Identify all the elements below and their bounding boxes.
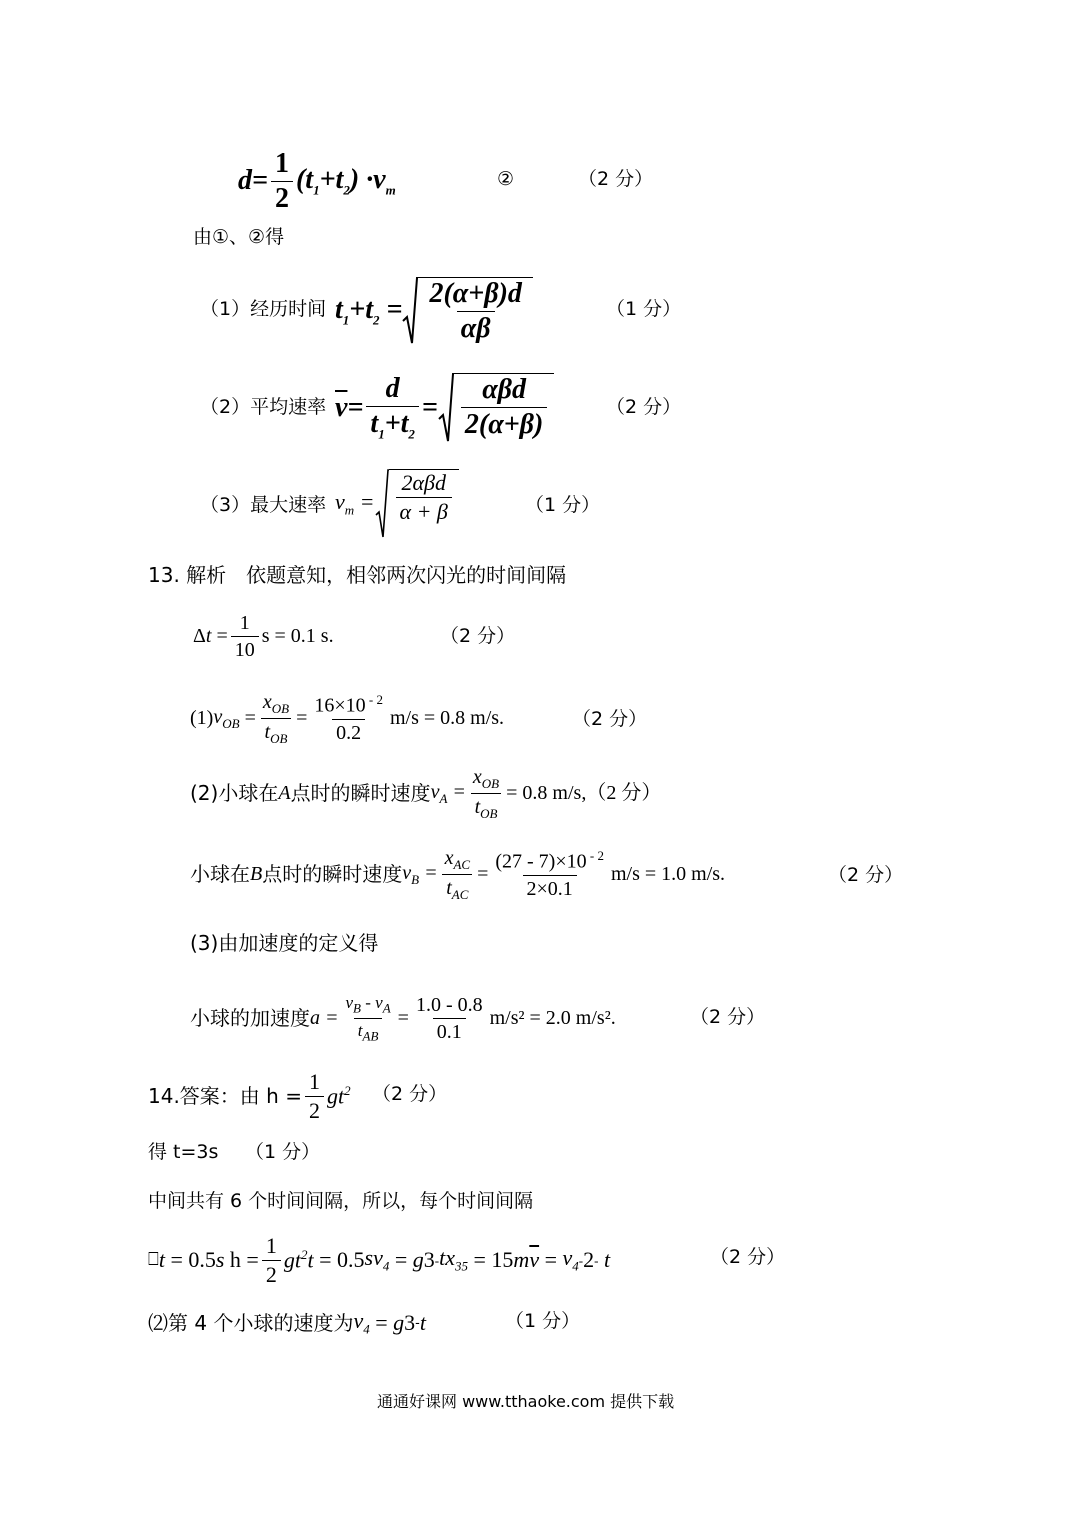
footer-source: 通通好课网 www.tthaoke.com 提供下载 bbox=[377, 1392, 675, 1411]
fraction-half: $\frac{1}{2}$ bbox=[271, 150, 293, 213]
formula-distance: d= $\frac{1}{2}$ $(t_1+t_2) \cdot v_m$ bbox=[238, 147, 396, 214]
text-accel-def: (3)由加速度的定义得 bbox=[190, 931, 379, 955]
q14-prefix: 14.答案：由 h = bbox=[148, 1084, 302, 1108]
placeholder-glyph: ⎕ bbox=[148, 1249, 159, 1270]
label-elapsed-time: （1）经历时间 bbox=[200, 298, 327, 320]
circle-two: ② bbox=[497, 168, 515, 190]
label-max-speed: （3）最大速率 bbox=[200, 494, 327, 516]
points-l5: （1 分） bbox=[525, 494, 601, 516]
formula-max-speed: $v_m$ = $\frac{\text{2αβd}}{\alpha + \beta}$ bbox=[335, 468, 459, 540]
v-b-exponent: - 2 bbox=[586, 848, 604, 864]
points-l17: （1 分） bbox=[505, 1310, 581, 1332]
points-l14: （1 分） bbox=[245, 1141, 321, 1163]
sqrt-avg: $\frac{\text{αβd}}{2(\alpha+\beta)}$ bbox=[438, 373, 554, 443]
delta-t-value: s = 0.1 s. bbox=[261, 625, 334, 647]
v-b-denominator: 2×0.1 bbox=[523, 875, 577, 899]
sqrt-elapsed: $\frac{2(\alpha+\beta)d}{\alpha\beta}$ bbox=[402, 277, 532, 345]
formula-delta-t: Δt = $\frac{1}{10}$ s = 0.1 s. bbox=[193, 611, 334, 661]
accel-denominator: 0.1 bbox=[433, 1018, 466, 1042]
formula-q14-height: 14.答案：由 h = $\frac{1}{2}$ $gt^2$ bbox=[148, 1068, 351, 1123]
points-l12: （2 分） bbox=[690, 1006, 766, 1028]
formula-v-ob: (1) $v_{OB}$ = $\frac{x_{OB}}{t_{OB}}$ = $\frac{16\times 10 ^{- 2}}{0.2}$ m/s = 0.8 m/s. bbox=[190, 690, 505, 746]
v-a-result: = 0.8 m/s,（2 分） bbox=[506, 782, 662, 804]
v-ob-numerator: 16×10 bbox=[314, 694, 366, 717]
formula-elapsed-time: $t_1+t_2$ = $\frac{2(\alpha+\beta)d}{\alpha\beta}$ bbox=[335, 276, 533, 346]
formula-v4: ⑵第 4 个小球的速度为 $v_4$ = g 3 - t bbox=[148, 1308, 426, 1337]
text-intervals: 中间共有 6 个时间间隔，所以，每个时间间隔 bbox=[148, 1190, 534, 1212]
formula-v-b: 小球在 B 点时的瞬时速度 $v_B$ = $\frac{x_{AC}}{t_{AC}}$ = $\frac{(27 - 7)\times 10 ^{- 2}}{2\times 0.1}$ m/s = 1.0 m/s. bbox=[190, 846, 726, 902]
v-a-prefix: (2)小球在 bbox=[190, 781, 279, 805]
points-l1: （2 分） bbox=[578, 168, 654, 190]
formula-q14-garbled: ⎕ t = 0.5 s h = $\frac{1}{2}$ $gt^2t$ = 0.5 $sv_4$ = g 3 - $tx_{35}$ = 15 $m\overline{v}$ = $v_4$ - 2 - t bbox=[148, 1232, 611, 1287]
radical-icon-2 bbox=[438, 373, 454, 443]
text-t-result: 得 t=3s bbox=[148, 1141, 219, 1163]
v-b-mid: 点时的瞬时速度 bbox=[262, 862, 403, 886]
point-b-label: B bbox=[250, 863, 263, 885]
points-l8: （2 分） bbox=[572, 708, 648, 730]
v-ob-exponent: - 2 bbox=[365, 692, 383, 708]
sqrt-max: $\frac{\text{2αβd}}{\alpha + \beta}$ bbox=[375, 469, 459, 539]
formula-v-a: (2)小球在 A 点时的瞬时速度 $v_A$ = $\frac{x_{OB}}{t_{OB}}$ = 0.8 m/s,（2 分） bbox=[190, 765, 662, 821]
text-derive: 由①、②得 bbox=[193, 226, 285, 248]
accel-result: m/s² = 2.0 m/s². bbox=[489, 1007, 616, 1029]
radical-icon bbox=[402, 277, 418, 345]
v-b-numerator: (27 - 7)×10 bbox=[495, 850, 587, 873]
formula-avg-speed: $\overline{v}$ = $\frac{d}{t_1+t_2}$ = $\frac{\text{αβd}}{2(\alpha+\beta)}$ bbox=[335, 372, 554, 444]
heading-q13: 13. 解析 依题意知，相邻两次闪光的时间间隔 bbox=[148, 563, 567, 587]
points-l4: （2 分） bbox=[606, 396, 682, 418]
v4-prefix: ⑵第 4 个小球的速度为 bbox=[148, 1311, 354, 1335]
v-ob-denominator: 0.2 bbox=[332, 719, 365, 743]
formula-accel: 小球的加速度 a = $\frac{v_B - v_A}{t_{AB}}$ = $\frac{1.0 - 0.8}{0.1}$ m/s² = 2.0 m/s². bbox=[190, 993, 616, 1043]
point-a-label: A bbox=[278, 782, 291, 804]
points-l13: （2 分） bbox=[372, 1083, 448, 1105]
points-l3: （1 分） bbox=[606, 298, 682, 320]
v-b-result: m/s = 1.0 m/s. bbox=[610, 863, 726, 885]
v-ob-result: m/s = 0.8 m/s. bbox=[389, 707, 505, 729]
radical-icon-3 bbox=[375, 469, 389, 539]
label-avg-speed: （2）平均速率 bbox=[200, 396, 327, 418]
points-l16: （2 分） bbox=[710, 1246, 786, 1268]
part-1-label: (1) bbox=[190, 707, 214, 729]
points-l7: （2 分） bbox=[440, 625, 516, 647]
accel-prefix: 小球的加速度 bbox=[190, 1006, 310, 1030]
points-l10: （2 分） bbox=[828, 864, 904, 886]
v-b-prefix: 小球在 bbox=[190, 862, 250, 886]
accel-numerator: 1.0 - 0.8 bbox=[415, 993, 483, 1016]
v-a-mid: 点时的瞬时速度 bbox=[290, 781, 431, 805]
